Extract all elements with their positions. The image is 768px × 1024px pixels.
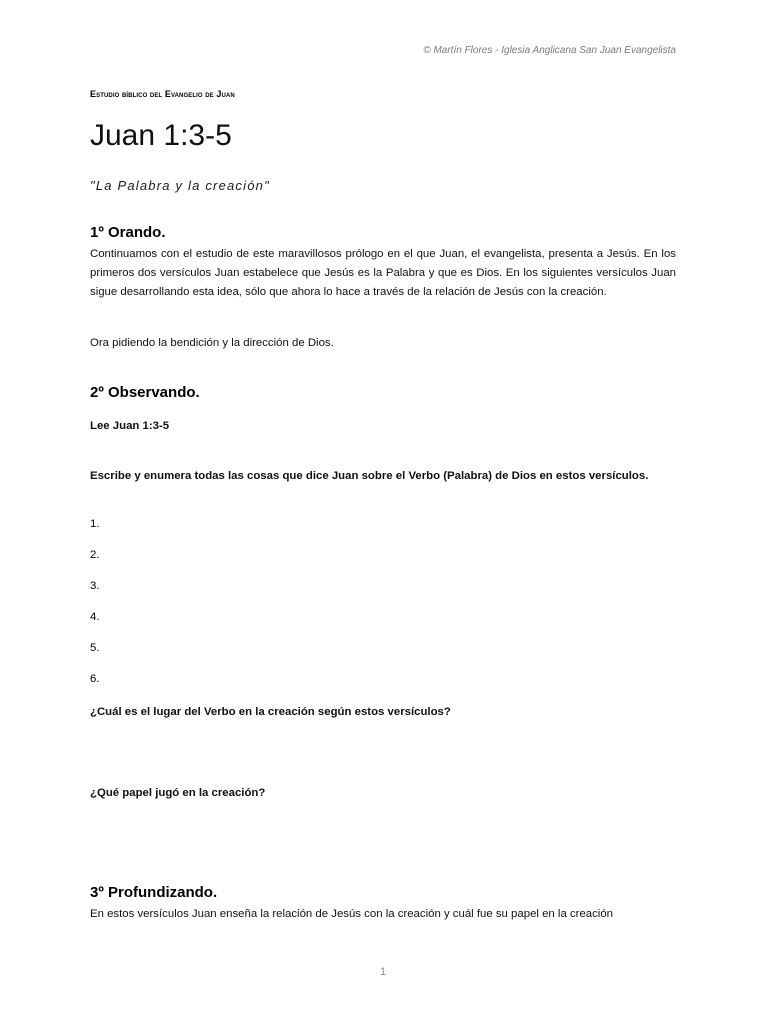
list-item: 2. <box>90 549 100 561</box>
list-item: 3. <box>90 580 100 592</box>
page-number: 1 <box>379 966 387 978</box>
page-title: Juan 1:3-5 <box>90 119 232 152</box>
section-heading-profundizando: 3º Profundizando. <box>90 884 218 901</box>
orando-prayer-paragraph: Ora pidiendo la bendición y la dirección de Dios. <box>90 337 334 349</box>
series-title: Estudio bíblico del Evangelio de Juan <box>90 89 235 99</box>
subtitle: "La Palabra y la creación" <box>90 178 270 193</box>
page-header: © Martín Flores - Iglesia Anglicana San Juan Evangelista <box>423 45 676 56</box>
list-item: 1. <box>90 518 100 530</box>
section-heading-orando: 1º Orando. <box>90 224 166 241</box>
reading-instruction: Lee Juan 1:3-5 <box>90 420 170 432</box>
list-item: 5. <box>90 642 100 654</box>
orando-paragraph: Continuamos con el estudio de este maravillosos prólogo en el que Juan, el evangelista, presenta a Jesús. En los primeros dos versículos Juan estabelece que Jesús es la Palabra y que es Dios. En los siguientes versículos Juan sigue desarrollando esta idea, sólo que ahora lo hace a través de la relación de Jesús con la creación. <box>90 248 676 298</box>
profundizando-paragraph: En estos versículos Juan enseña la relación de Jesús con la creación y cuál fue su papel en la creación <box>90 908 614 920</box>
list-item: 6. <box>90 673 100 685</box>
section-heading-observando: 2º Observando. <box>90 384 200 401</box>
question-list-things: Escribe y enumera todas las cosas que dice Juan sobre el Verbo (Palabra) de Dios en estos versículos. <box>90 470 649 482</box>
question-role-in-creation: ¿Qué papel jugó en la creación? <box>90 787 266 799</box>
document-page <box>90 0 676 1024</box>
list-item: 4. <box>90 611 100 623</box>
question-place-of-word: ¿Cuál es el lugar del Verbo en la creación según estos versículos? <box>90 706 451 718</box>
